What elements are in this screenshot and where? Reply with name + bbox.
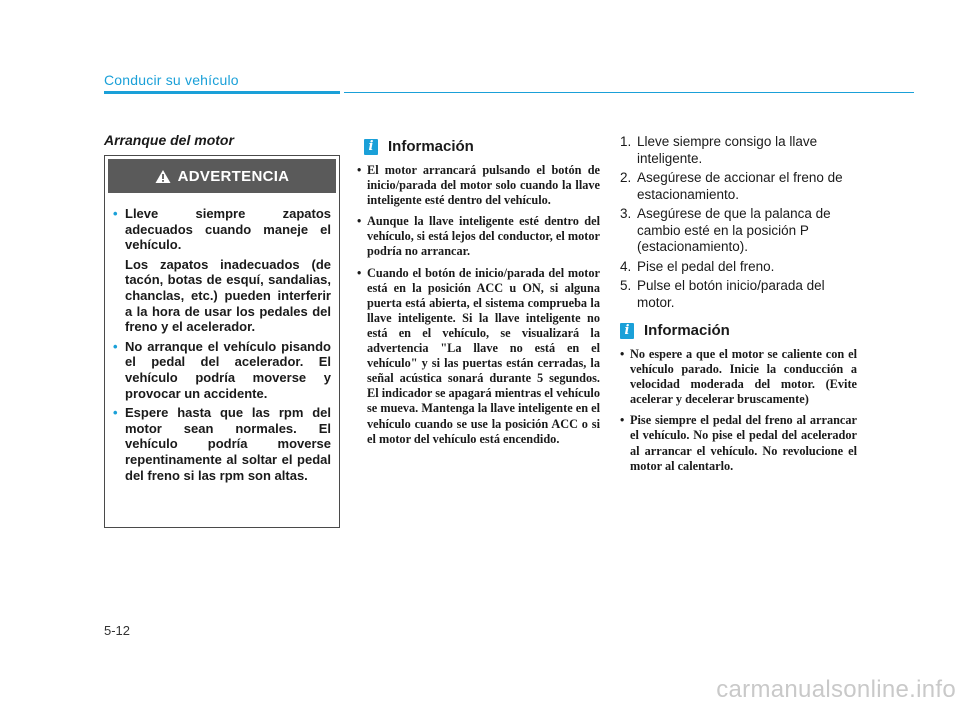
warning-item — [113, 206, 331, 335]
warning-item — [113, 339, 331, 401]
info-title-2 — [620, 322, 730, 339]
info-item: • No espere a que el motor se caliente con el vehículo parado. Inicie la conducción a velocidad moderada del motor. (Evite acelerar y decelerar bruscamente) — [620, 347, 857, 407]
warning-item-text: Espere hasta que las rpm del motor sean normales. El vehículo podría moverse repentinamente al soltar el pedal del freno si las rpm son altas. — [125, 405, 331, 483]
warning-item-text: Lleve siempre zapatos adecuados cuando maneje el vehículo. — [125, 206, 331, 253]
watermark: carmanualsonline.info — [716, 676, 956, 703]
section-heading: Arranque del motor — [104, 132, 234, 148]
header-section-title: Conducir su vehículo — [104, 72, 239, 88]
info-item: • El motor arrancará pulsando el botón de inicio/parada del motor solo cuando la llave inteligente esté dentro del vehículo. — [357, 163, 600, 208]
info-title-text: Información — [388, 138, 474, 155]
warning-item-extra: Los zapatos inadecuados (de tacón, botas de esquí, sandalias, chanclas, etc.) pueden interferir a la hora de usar los pedales del freno y el acelerador. — [125, 256, 331, 335]
info-list-2 — [620, 347, 857, 480]
info-list-1 — [357, 163, 600, 453]
warning-list — [105, 196, 339, 483]
info-i-icon: i — [620, 323, 634, 339]
info-item: • Pise siempre el pedal del freno al arrancar el vehículo. No pise el pedal del acelerador al arrancar el vehículo. No revolucione el motor al calentarlo. — [620, 413, 857, 473]
steps-list — [617, 134, 857, 314]
info-item: • Aunque la llave inteligente esté dentro del vehículo, si está lejos del conductor, el motor podría no arrancar. — [357, 214, 600, 259]
info-item: • Cuando el botón de inicio/parada del motor está en la posición ACC u ON, si alguna puerta está abierta, el sistema comprueba la llave inteligente. Si la llave inteligente no está en el vehículo, se visualizará la advertencia "La llave no está en el vehículo" y si las puertas están cerradas, la señal acústica sonará durante 5 segundos. El indicador se apagará mientras el vehículo se mueva. Mantenga la llave inteligente en el vehículo cuando se use la posición ACC o si el motor del vehículo está encendido. — [357, 265, 600, 446]
warning-triangle-icon — [155, 169, 171, 184]
info-title-1 — [364, 138, 474, 155]
bullet-icon: • — [113, 338, 118, 354]
step-item: 5. Pulse el botón inicio/parada del motor. — [620, 278, 825, 310]
step-item: 2. Asegúrese de accionar el freno de estacionamiento. — [620, 170, 843, 202]
info-i-icon: i — [364, 139, 378, 155]
step-item: 3. Asegúrese de que la palanca de cambio esté en la posición P (estacionamiento). — [620, 206, 831, 254]
warning-label: ADVERTENCIA — [177, 167, 290, 185]
header-rule-thin — [344, 92, 914, 93]
header-rule-thick — [104, 91, 340, 94]
warning-banner — [108, 159, 336, 193]
step-item: 1. Lleve siempre consigo la llave inteligente. — [620, 134, 818, 166]
bullet-icon: • — [113, 405, 118, 421]
page-number: 5-12 — [104, 623, 131, 638]
warning-item-text: No arranque el vehículo pisando el pedal del acelerador. El vehículo podría moverse y provocar un accidente. — [125, 338, 331, 401]
bullet-icon: • — [113, 206, 118, 221]
info-title-text: Información — [644, 322, 730, 339]
warning-box — [104, 155, 340, 528]
step-item: 4. Pise el pedal del freno. — [620, 258, 775, 274]
warning-item — [113, 405, 331, 483]
